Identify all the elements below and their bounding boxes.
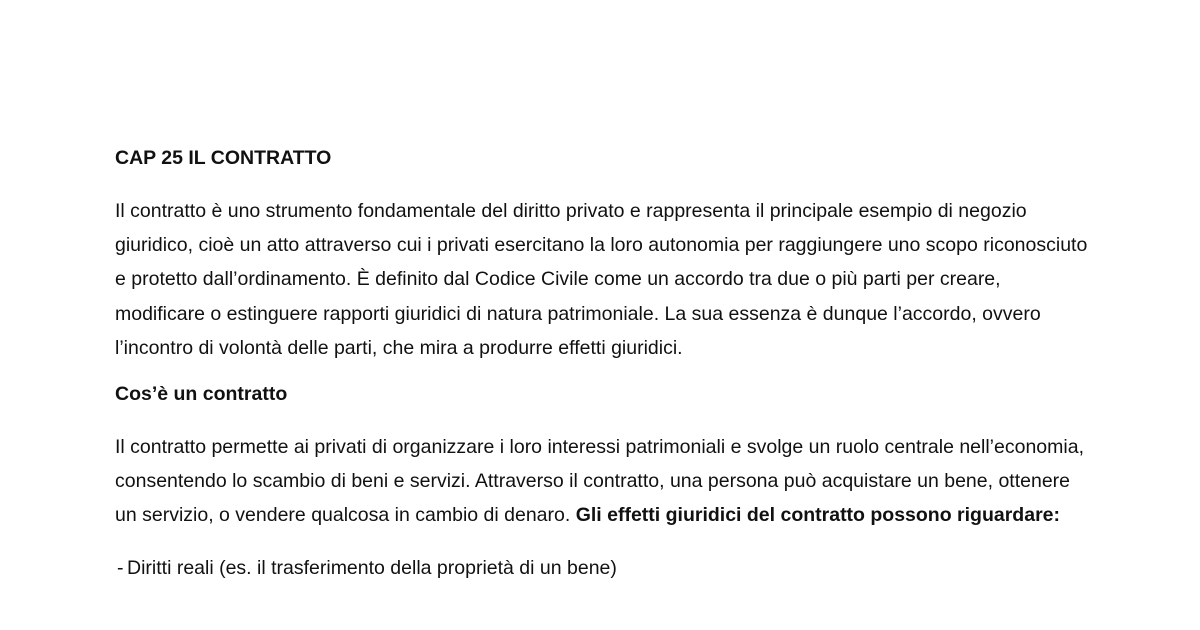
intro-paragraph: Il contratto è uno strumento fondamentale del diritto privato e rappresenta il principale esempio di negozio giuridico, cioè un atto attraverso cui i privati esercitano la loro autonomia per raggiungere uno scopo riconosciuto e protetto dall’ordinamento. È definito dal Codice Civile come un accordo tra due o più parti per creare, modificare o estinguere rapporti giuridici di natura patrimoniale. La sua essenza è dunque l’accordo, ovvero l’incontro di volontà delle parti, che mira a produrre effetti giuridici. (115, 200, 1088, 359)
section-heading: Cos’è un contratto (115, 383, 288, 406)
effects-list (115, 554, 1090, 583)
section-bold-lead: Gli effetti giuridici del contratto possono riguardare: (575, 504, 1060, 527)
effects-list-item: - Diritti reali (es. il trasferimento della proprietà di un bene) (115, 554, 1090, 583)
section-paragraph-text: Il contratto permette ai privati di organizzare i loro interessi patrimoniali e svolge un ruolo centrale nell’economia, consentendo lo scambio di beni e servizi. Attraverso il contratto, una persona può acquistare un bene, ottenere un servizio, o vendere qualcosa in cambio di denaro. (115, 436, 1084, 527)
chapter-title: CAP 25 IL CONTRATTO (115, 147, 332, 169)
section-paragraph (115, 430, 1090, 533)
document-content (115, 144, 1090, 583)
